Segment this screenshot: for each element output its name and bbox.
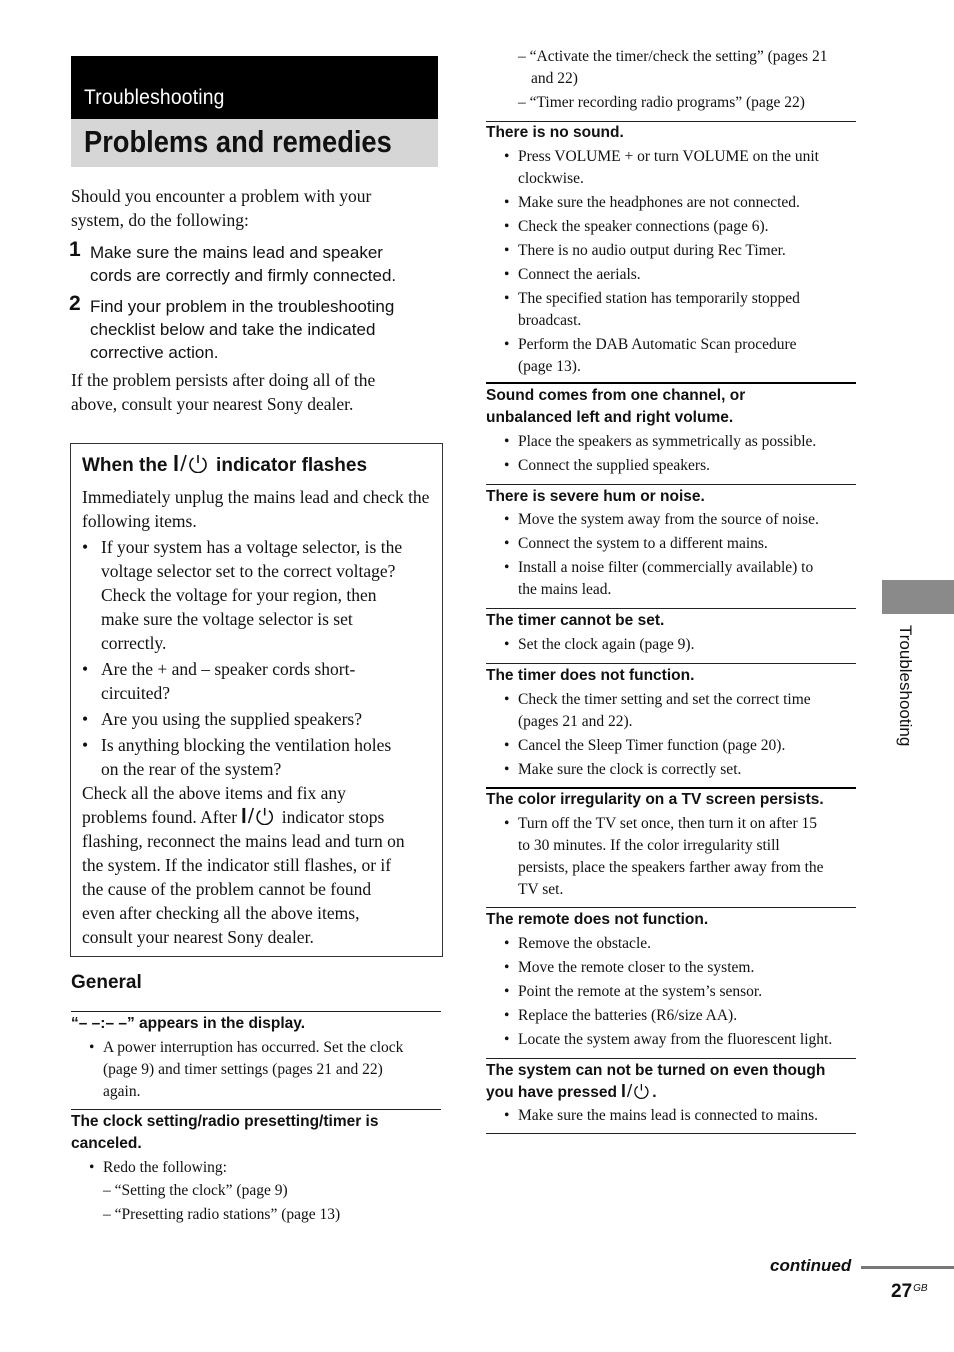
- closing-line: the system. If the indicator still flashes, or if: [82, 855, 392, 875]
- power-list: [504, 1105, 819, 1127]
- item-line: (pages 21 and 22).: [518, 713, 633, 730]
- timer-func-title: The timer does not function.: [486, 667, 695, 684]
- divider: [486, 608, 856, 609]
- closing-pre: problems found. After: [82, 807, 242, 827]
- step-2: [90, 295, 394, 364]
- list-item: • Check the timer setting and set the correct time (pages 21 and 22).: [518, 689, 811, 733]
- indicator-flashes-box: [70, 443, 443, 957]
- general-s2-sublist: [103, 1180, 340, 1226]
- item-line: Perform the DAB Automatic Scan procedure: [518, 336, 797, 353]
- title-line: unbalanced left and right volume.: [486, 409, 734, 426]
- item-line: Turn off the TV set once, then turn it on after 15: [518, 815, 818, 832]
- sub-item: – “Activate the timer/check the setting” (pages 21: [518, 48, 828, 65]
- power-standby-icon: [621, 1082, 652, 1099]
- list-item: • Make sure the mains lead is connected to mains.: [518, 1105, 818, 1127]
- step-line: cords are correctly and firmly connected.: [90, 266, 397, 285]
- one-channel-title: [486, 385, 745, 429]
- divider: [486, 484, 856, 485]
- remote-list: [504, 933, 833, 1051]
- color-list: [504, 813, 824, 901]
- divider: [486, 382, 856, 384]
- general-s1-item: • A power interruption has occurred. Set the clock (page 9) and timer settings (pages 21 and 22) again.: [103, 1037, 403, 1103]
- hum-list: [504, 509, 819, 601]
- item-line: Place the speakers as symmetrically as possible.: [518, 433, 817, 450]
- item-line: Install a noise filter (commercially available) to: [518, 559, 814, 576]
- item-line: the mains lead.: [518, 581, 612, 598]
- step-number: 1: [69, 238, 81, 261]
- item-line: (page 9) and timer settings (pages 21 and 22): [103, 1061, 383, 1078]
- item-line: voltage selector set to the correct voltage?: [101, 561, 396, 581]
- item-line: again.: [103, 1083, 141, 1100]
- closing-line: Check all the above items and fix any: [82, 783, 346, 803]
- divider: [486, 1133, 856, 1134]
- item-line: circuited?: [101, 683, 170, 703]
- timer-set-title: The timer cannot be set.: [486, 612, 665, 629]
- closing-post: indicator stops: [277, 807, 385, 827]
- no-sound-title: There is no sound.: [486, 124, 624, 141]
- power-title: [486, 1060, 825, 1104]
- list-item: • There is no audio output during Rec Timer.: [518, 240, 858, 262]
- item-line: Check the voltage for your region, then: [101, 585, 377, 605]
- item-line: Replace the batteries (R6/size AA).: [518, 1007, 738, 1024]
- item-line: Make sure the headphones are not connected.: [518, 194, 800, 211]
- closing-line: the cause of the problem cannot be found: [82, 879, 372, 899]
- item-line: There is no audio output during Rec Timer.: [518, 242, 786, 259]
- step-number: 2: [69, 292, 81, 315]
- general-heading: General: [71, 972, 142, 993]
- item-line: Check the speaker connections (page 6).: [518, 218, 769, 235]
- page-suffix: GB: [913, 1283, 928, 1294]
- sub-item: – “Presetting radio stations” (page 13): [103, 1206, 341, 1223]
- page-title-bar: [71, 119, 438, 167]
- box-list: [82, 535, 434, 949]
- continued-line: [861, 1266, 954, 1269]
- item-line: If your system has a voltage selector, is the: [101, 537, 403, 557]
- continued-label: continued: [770, 1256, 852, 1275]
- list-item: • Install a noise filter (commercially available) to the mains lead.: [518, 557, 819, 601]
- item-line: make sure the voltage selector is set: [101, 609, 353, 629]
- step-line: corrective action.: [90, 343, 219, 362]
- page-num: 27: [891, 1281, 913, 1302]
- no-sound-list: [504, 146, 858, 378]
- closing-line: flashing, reconnect the mains lead and turn on: [82, 831, 405, 851]
- step-line: checklist below and take the indicated: [90, 320, 376, 339]
- box-intro: Immediately unplug the mains lead and check the following items.: [82, 487, 430, 531]
- item-line: Cancel the Sleep Timer function (page 20).: [518, 737, 786, 754]
- item-line: Connect the system to a different mains.: [518, 535, 768, 552]
- item-line: correctly.: [101, 633, 167, 653]
- page-number: [891, 1281, 928, 1303]
- item-line: Make sure the mains lead is connected to mains.: [518, 1107, 819, 1124]
- list-item: • Press VOLUME + or turn VOLUME on the unit clockwise.: [518, 146, 858, 190]
- item-line: (page 13).: [518, 358, 581, 375]
- title-post: .: [652, 1084, 657, 1101]
- item-line: Are the + and – speaker cords short-: [101, 659, 356, 679]
- hum-title: There is severe hum or noise.: [486, 488, 705, 505]
- page-title: Problems and remedies: [84, 124, 392, 159]
- divider: [71, 1011, 441, 1012]
- divider: [486, 1058, 856, 1059]
- item-line: A power interruption has occurred. Set the clock: [103, 1039, 404, 1056]
- closing-line: consult your nearest Sony dealer.: [82, 927, 314, 947]
- item-line: Remove the obstacle.: [518, 935, 651, 952]
- list-item: • Check the speaker connections (page 6).: [518, 216, 858, 238]
- list-item: • Perform the DAB Automatic Scan procedure (page 13).: [518, 334, 858, 378]
- divider: [71, 1109, 441, 1110]
- general-s2-title: [71, 1111, 379, 1155]
- divider: [486, 907, 856, 908]
- list-item: • The specified station has temporarily stopped broadcast.: [518, 288, 858, 332]
- list-item: • Connect the aerials.: [518, 264, 858, 286]
- list-item: • Locate the system away from the fluorescent light.: [518, 1029, 832, 1051]
- list-item: • Replace the batteries (R6/size AA).: [518, 1005, 832, 1027]
- sub-item: and 22): [531, 70, 578, 87]
- sub-item: – “Timer recording radio programs” (page 22): [518, 94, 805, 111]
- section-label: Troubleshooting: [84, 86, 225, 109]
- list-item: • Are you using the supplied speakers?: [82, 707, 434, 731]
- list-item: • Remove the obstacle.: [518, 933, 832, 955]
- item-line: Point the remote at the system’s sensor.: [518, 983, 763, 1000]
- item-line: Redo the following:: [103, 1159, 227, 1176]
- step-line: Make sure the mains lead and speaker: [90, 243, 383, 262]
- persist-text: If the problem persists after doing all of the above, consult your nearest Sony dealer.: [71, 370, 376, 414]
- title-line: Sound comes from one channel, or: [486, 387, 746, 404]
- list-item: • Place the speakers as symmetrically as possible.: [518, 431, 816, 453]
- timer-set-list: [504, 634, 695, 656]
- list-item: • Turn off the TV set once, then turn it on after 15 to 30 minutes. If the color irregularity still persists, place the speakers farther away from the TV set.: [518, 813, 824, 901]
- item-line: Are you using the supplied speakers?: [101, 709, 362, 729]
- title-pre: you have pressed: [486, 1084, 622, 1101]
- sub-item: – “Setting the clock” (page 9): [103, 1182, 288, 1199]
- list-item: • Cancel the Sleep Timer function (page 20).: [518, 735, 811, 757]
- intro-text: Should you encounter a problem with your system, do the following:: [71, 186, 372, 230]
- step-1: [90, 241, 396, 287]
- box-title: [82, 453, 367, 477]
- one-channel-list: [504, 431, 817, 477]
- item-line: on the rear of the system?: [101, 759, 282, 779]
- item-line: Locate the system away from the fluorescent light.: [518, 1031, 833, 1048]
- item-line: Check the timer setting and set the correct time: [518, 691, 811, 708]
- item-line: clockwise.: [518, 170, 584, 187]
- list-item: • Are the + and – speaker cords short- circuited?: [82, 657, 434, 705]
- title-line: The system can not be turned on even though: [486, 1062, 826, 1079]
- closing-line: [82, 805, 434, 829]
- list-item: • Connect the system to a different mains.: [518, 533, 819, 555]
- item-line: Move the system away from the source of noise.: [518, 511, 819, 528]
- item-line: Connect the aerials.: [518, 266, 641, 283]
- list-item: • Is anything blocking the ventilation holes on the rear of the system?: [82, 733, 434, 781]
- item-line: Press VOLUME + or turn VOLUME on the unit: [518, 148, 819, 165]
- list-item: • Make sure the clock is correctly set.: [518, 759, 811, 781]
- list-item: • Connect the supplied speakers.: [518, 455, 816, 477]
- list-item: • Move the system away from the source of noise.: [518, 509, 819, 531]
- item-line: TV set.: [518, 881, 564, 898]
- right-top-sublist: [518, 46, 827, 114]
- section-header-bar: [71, 56, 438, 119]
- general-s1-title: “– –:– –” appears in the display.: [71, 1015, 306, 1032]
- general-s2-item: • Redo the following:: [103, 1157, 227, 1179]
- side-tab-label: Troubleshooting: [896, 625, 915, 747]
- closing-line: even after checking all the above items,: [82, 903, 360, 923]
- step-line: Find your problem in the troubleshooting: [90, 297, 395, 316]
- item-line: Move the remote closer to the system.: [518, 959, 755, 976]
- box-closing: [82, 781, 434, 949]
- divider: [486, 663, 856, 664]
- power-standby-icon: [173, 453, 211, 473]
- item-line: to 30 minutes. If the color irregularity still: [518, 837, 780, 854]
- title-line: [486, 1082, 825, 1104]
- box-title-post: indicator flashes: [210, 455, 368, 476]
- side-tab-label-wrap: [895, 625, 925, 795]
- box-title-pre: When the: [82, 455, 173, 476]
- item-line: persists, place the speakers farther away from the: [518, 859, 824, 876]
- item-line: Set the clock again (page 9).: [518, 636, 695, 653]
- side-tab: [882, 580, 954, 614]
- timer-func-list: [504, 689, 811, 781]
- item-line: Make sure the clock is correctly set.: [518, 761, 742, 778]
- list-item: • If your system has a voltage selector, is the voltage selector set to the correct voltage? Check the voltage for your region, then make sure the voltage selector is set correctly.: [82, 535, 434, 655]
- list-item: • Set the clock again (page 9).: [518, 634, 694, 656]
- color-title: The color irregularity on a TV screen persists.: [486, 791, 824, 808]
- item-line: Connect the supplied speakers.: [518, 457, 710, 474]
- item-line: The specified station has temporarily stopped: [518, 290, 800, 307]
- title-line: The clock setting/radio presetting/timer is: [71, 1113, 379, 1130]
- power-standby-icon: [241, 806, 277, 825]
- item-line: Is anything blocking the ventilation holes: [101, 735, 392, 755]
- list-item: • Make sure the headphones are not connected.: [518, 192, 858, 214]
- list-item: • Move the remote closer to the system.: [518, 957, 832, 979]
- title-line: canceled.: [71, 1135, 142, 1152]
- remote-title: The remote does not function.: [486, 911, 709, 928]
- item-line: broadcast.: [518, 312, 582, 329]
- list-item: • Point the remote at the system’s sensor.: [518, 981, 832, 1003]
